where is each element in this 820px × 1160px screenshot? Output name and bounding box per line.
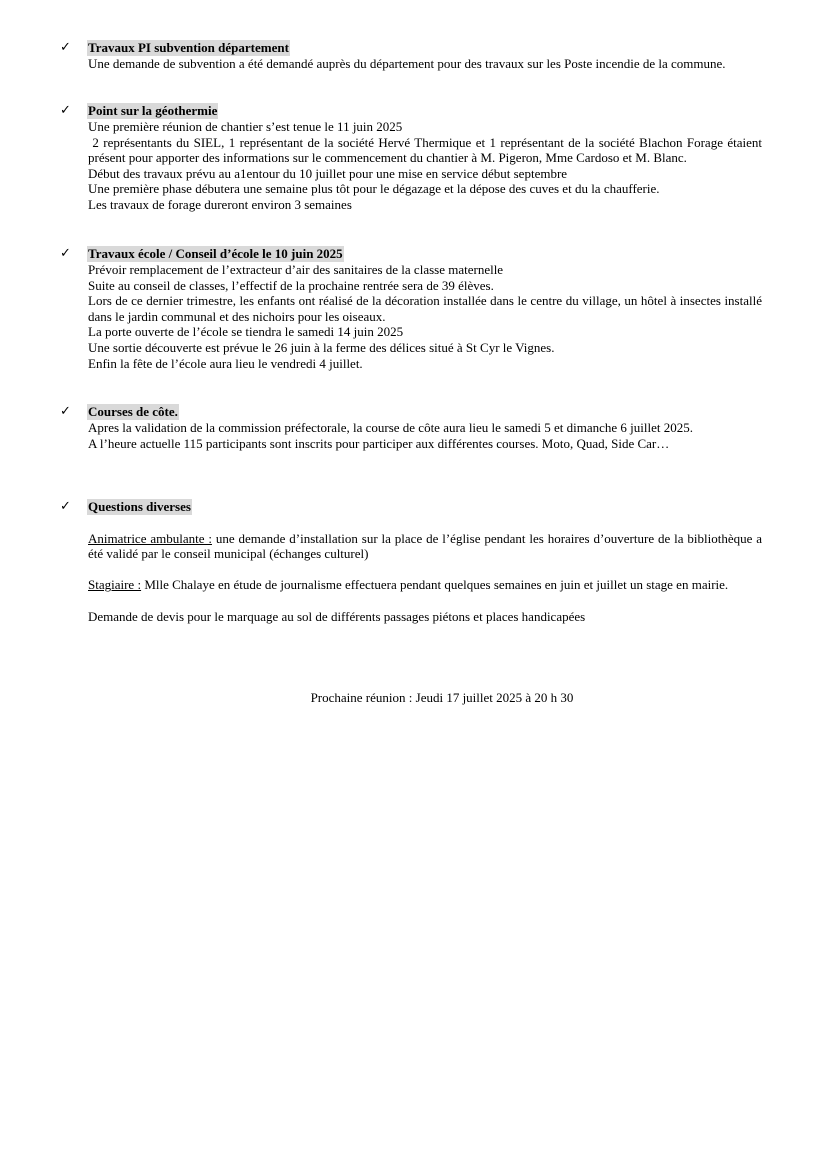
section-heading: [60, 246, 762, 262]
checkmark-icon: ✓: [60, 40, 71, 55]
section-body: [88, 262, 762, 371]
section-travaux-pi: [60, 40, 762, 72]
item-animatrice: [88, 531, 762, 562]
section-heading: [60, 404, 762, 420]
body-line: Les travaux de forage dureront environ 3 semaines: [88, 196, 352, 212]
body-line: Suite au conseil de classes, l’effectif de la prochaine rentrée sera de 39 élèves.: [88, 277, 494, 293]
section-title: Travaux école / Conseil d’école le 10 juin 2025: [88, 246, 343, 261]
item-devis: [88, 609, 762, 625]
section-body: [88, 119, 766, 213]
item-text: Mlle Chalaye en étude de journalisme effectuera pendant quelques semaines en juin et juillet un stage en mairie.: [141, 577, 729, 593]
section-travaux-ecole: [60, 246, 762, 371]
section-title: Travaux PI subvention département: [88, 40, 289, 55]
body-line: Une demande de subvention a été demandé auprès du département pour des travaux sur les Poste incendie de la commune.: [88, 56, 726, 71]
next-meeting-footer: Prochaine réunion : Jeudi 17 juillet 2025 à 20 h 30: [310, 690, 574, 705]
section-body: [88, 420, 762, 451]
section-geothermie: [60, 103, 766, 213]
section-heading: [60, 40, 762, 56]
section-heading: [60, 103, 762, 119]
body-line: La porte ouverte de l’école se tiendra le samedi 14 juin 2025: [88, 324, 404, 340]
body-line: Une première phase débutera une semaine plus tôt pour le dégazage et la dépose des cuves et du la chaufferie.: [88, 181, 660, 197]
section-title: Questions diverses: [88, 499, 191, 514]
item-label: Stagiaire :: [88, 577, 142, 593]
section-questions-diverses: [60, 499, 762, 624]
body-line: Prévoir remplacement de l’extracteur d’air des sanitaires de la classe maternelle: [88, 262, 504, 277]
body-line: Apres la validation de la commission préfectorale, la course de côte aura lieu le samedi 5 et dimanche 6 juillet 2025.: [88, 420, 694, 435]
section-title: Courses de côte.: [88, 404, 178, 419]
body-line: Enfin la fête de l’école aura lieu le vendredi 4 juillet.: [88, 355, 363, 371]
checkmark-icon: ✓: [60, 246, 71, 261]
body-line: Une sortie découverte est prévue le 26 juin à la ferme des délices situé à St Cyr le Vignes.: [88, 339, 555, 355]
section-body: [88, 56, 762, 72]
checkmark-icon: ✓: [60, 499, 71, 514]
section-body: [88, 515, 762, 624]
body-line: Une première réunion de chantier s’est tenue le 11 juin 2025: [88, 119, 403, 134]
body-line: 2 représentants du SIEL, 1 représentant de la société Hervé Thermique et 1 représentant de la société Blachon Forage étaient présent pour apporter des informations sur le commencement du chantier à M. Pigeron, Mme Cardoso et M. Blanc.: [88, 134, 766, 166]
section-title: Point sur la géothermie: [88, 103, 218, 118]
item-text: Demande de devis pour le marquage au sol de différents passages piétons et places handicapées: [88, 608, 586, 624]
body-line: Lors de ce dernier trimestre, les enfants ont réalisé de la décoration installée dans le centre du village, un hôtel à insectes installé dans le jardin communal et des nichoirs pour les oiseaux.: [88, 293, 762, 324]
checkmark-icon: ✓: [60, 404, 71, 419]
checkmark-icon: ✓: [60, 103, 71, 118]
section-heading: [60, 499, 762, 515]
item-text: une demande d’installation sur la place de l’église pendant les horaires d’ouverture de la bibliothèque a été validé par le conseil municipal (échanges culturel): [88, 530, 762, 562]
item-label: Animatrice ambulante :: [88, 530, 212, 546]
section-courses-de-cote: [60, 404, 762, 451]
body-line: Début des travaux prévu au a1entour du 10 juillet pour une mise en service début septembre: [88, 165, 568, 181]
item-stagiaire: [88, 577, 762, 593]
body-line: A l’heure actuelle 115 participants sont inscrits pour participer aux différentes courses. Moto, Quad, Side Car…: [88, 435, 670, 451]
